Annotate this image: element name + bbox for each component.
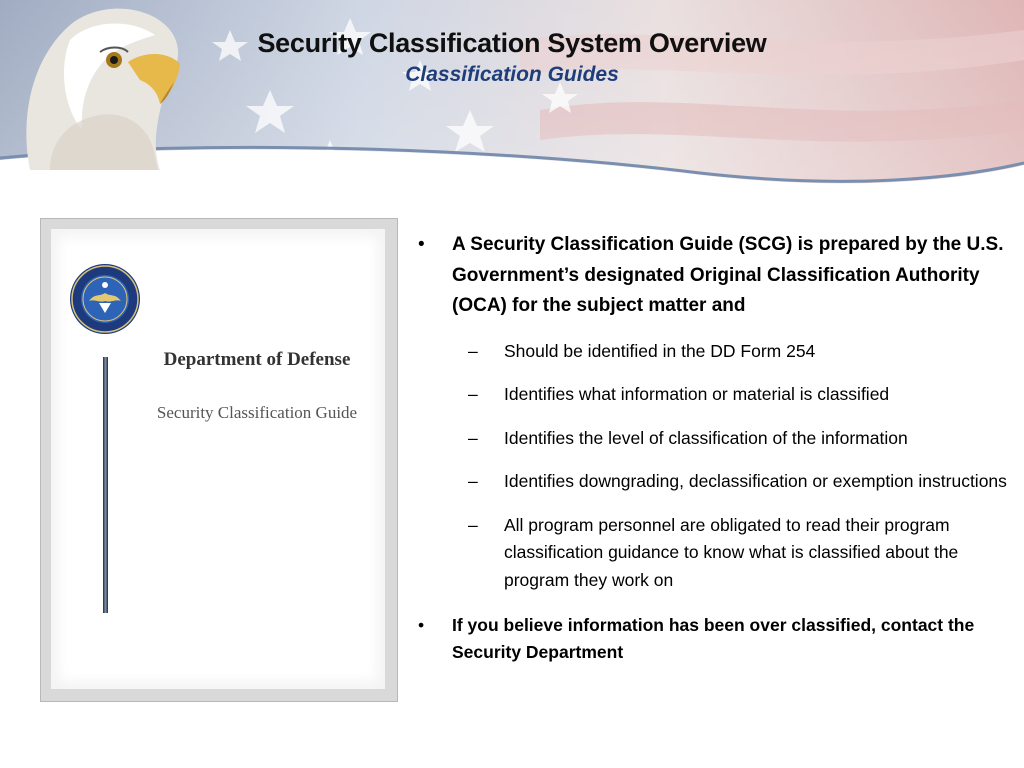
document-page bbox=[51, 229, 385, 689]
dod-seal-icon bbox=[69, 263, 141, 335]
sub-bullet bbox=[418, 425, 1008, 453]
sub-bullet-text: All program personnel are obligated to read their program classification guidance to know what is classified about the program they work on bbox=[504, 514, 959, 590]
sub-bullet bbox=[418, 381, 1008, 409]
sub-bullet-dash: – bbox=[468, 384, 478, 404]
document-title: Department of Defense bbox=[163, 349, 351, 370]
slide-subtitle: Classification Guides bbox=[405, 63, 619, 86]
sub-bullet-dash: – bbox=[468, 340, 478, 361]
header-banner bbox=[0, 0, 1024, 200]
document-cover-image bbox=[40, 218, 398, 702]
document-spine bbox=[103, 357, 108, 613]
sub-bullet-text: Identifies what information or material is classified bbox=[504, 384, 890, 404]
sub-bullet-text: Identifies the level of classification of the information bbox=[504, 427, 908, 448]
sub-bullet-dash: – bbox=[468, 471, 478, 491]
bullet-dot: • bbox=[418, 234, 425, 255]
bullet-dot: • bbox=[418, 615, 425, 635]
final-bullet bbox=[418, 612, 1008, 666]
document-frame bbox=[40, 218, 398, 702]
content-list bbox=[418, 230, 1008, 666]
sub-bullet bbox=[418, 338, 1008, 366]
main-bullet bbox=[418, 230, 1008, 322]
document-subtitle: Security Classification Guide bbox=[156, 403, 358, 422]
sub-bullet-text: Identifies downgrading, declassification or exemption instructions bbox=[504, 471, 1007, 491]
sub-bullet-text: Should be identified in the DD Form 254 bbox=[504, 340, 816, 361]
sub-bullet-dash: – bbox=[468, 427, 478, 448]
sub-bullet-dash: – bbox=[468, 514, 478, 535]
sub-bullet bbox=[418, 468, 1008, 496]
main-bullet-text: A Security Classification Guide (SCG) is prepared by the U.S. Government’s designated Original Classification Authority (OCA) for the subject matter and bbox=[452, 234, 1004, 316]
sub-bullet bbox=[418, 512, 1008, 595]
slide-title-block bbox=[0, 28, 1024, 87]
slide-title: Security Classification System Overview bbox=[257, 28, 767, 58]
final-bullet-text: If you believe information has been over classified, contact the Security Department bbox=[452, 615, 975, 662]
